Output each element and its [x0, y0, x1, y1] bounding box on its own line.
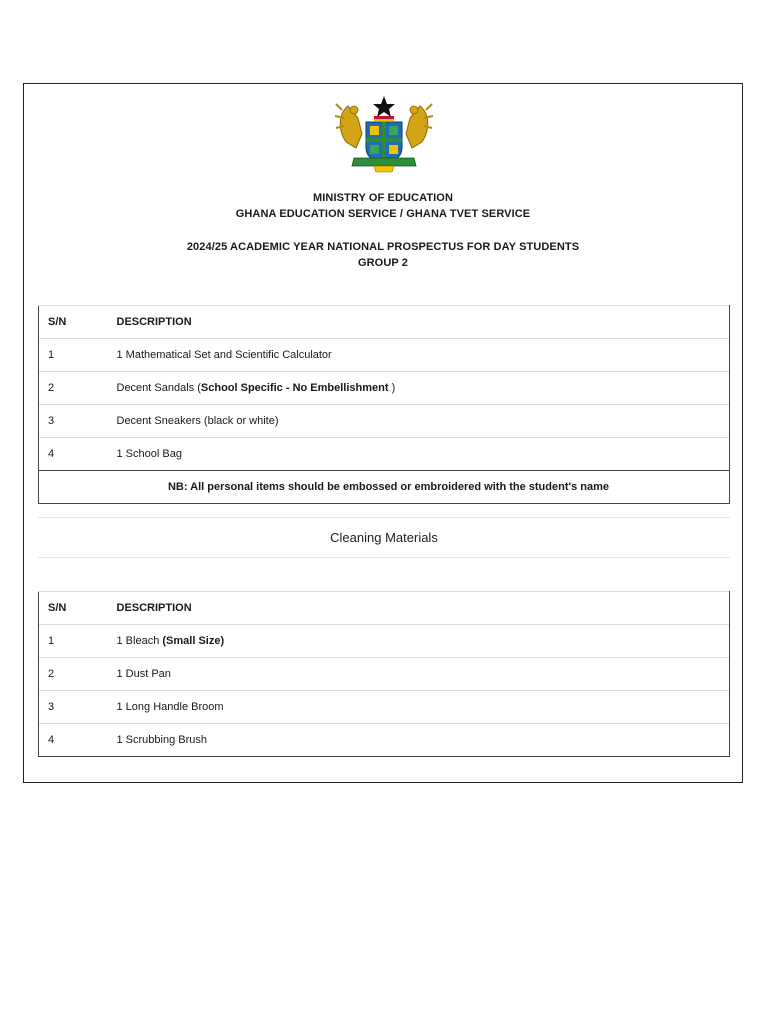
table-row: [39, 405, 730, 438]
prospectus-title: 2024/25 ACADEMIC YEAR NATIONAL PROSPECTUS FOR DAY STUDENTS: [186, 241, 580, 253]
table-row: [39, 724, 730, 757]
table-row: [39, 625, 730, 658]
row-description: Decent Sandals (School Specific - No Embellishment ): [108, 372, 730, 405]
service-title: GHANA EDUCATION SERVICE / GHANA TVET SERVICE: [235, 208, 531, 220]
note-row: [39, 471, 730, 504]
col-sn-header: S/N: [39, 592, 108, 625]
col-description-header: DESCRIPTION: [108, 592, 730, 625]
row-sn: 3: [39, 405, 108, 438]
document-header: [24, 190, 742, 271]
cleaning-materials-heading: Cleaning Materials: [38, 517, 730, 558]
table-row: [39, 339, 730, 372]
row-description: 1 Long Handle Broom: [108, 691, 730, 724]
row-sn: 2: [39, 658, 108, 691]
table-header-row: [39, 592, 730, 625]
ministry-title: MINISTRY OF EDUCATION: [312, 192, 453, 204]
col-description-header: DESCRIPTION: [108, 306, 730, 339]
cleaning-materials-table: [38, 591, 730, 757]
table-row: [39, 691, 730, 724]
row-description: 1 Scrubbing Brush: [108, 724, 730, 757]
ghana-coat-of-arms-icon: [334, 96, 434, 174]
row-sn: 2: [39, 372, 108, 405]
row-sn: 4: [39, 438, 108, 471]
row-description: 1 Mathematical Set and Scientific Calculator: [108, 339, 730, 372]
row-description: 1 Bleach (Small Size): [108, 625, 730, 658]
personal-items-note: NB: All personal items should be embossed or embroidered with the student's name: [39, 471, 730, 504]
row-description: 1 School Bag: [108, 438, 730, 471]
personal-items-table: [38, 305, 730, 504]
row-description: 1 Dust Pan: [108, 658, 730, 691]
table-row: [39, 372, 730, 405]
table-row: [39, 658, 730, 691]
prospectus-sheet: [23, 83, 743, 783]
emphasis-text: School Specific - No Embellishment: [200, 382, 389, 394]
table-header-row: [39, 306, 730, 339]
col-sn-header: S/N: [39, 306, 108, 339]
table-row: [39, 438, 730, 471]
row-sn: 4: [39, 724, 108, 757]
group-label: GROUP 2: [357, 257, 408, 269]
row-sn: 1: [39, 339, 108, 372]
row-sn: 1: [39, 625, 108, 658]
row-sn: 3: [39, 691, 108, 724]
emphasis-text: (Small Size): [162, 635, 225, 647]
row-description: Decent Sneakers (black or white): [108, 405, 730, 438]
